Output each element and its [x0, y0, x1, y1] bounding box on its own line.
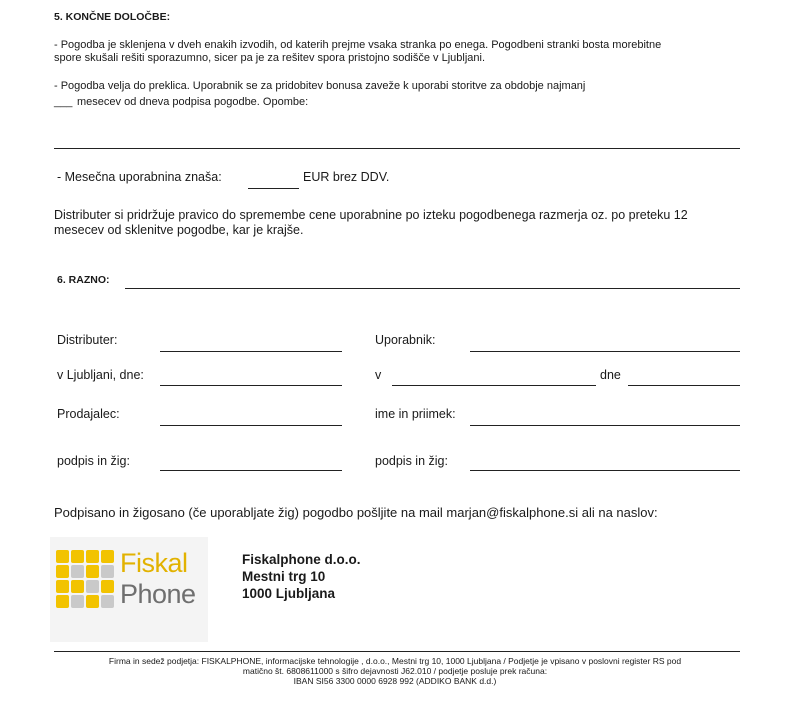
misc-line	[125, 288, 740, 289]
user-label: Uporabnik:	[375, 333, 436, 347]
footer-line-2: matično št. 6808611000 s šifro dejavnosti J62.010 / podjetje posluje prek računa:	[242, 666, 548, 676]
signature-right-label: podpis in žig:	[375, 454, 448, 468]
signature-left-line	[160, 470, 342, 471]
footer-divider	[54, 651, 740, 652]
distributor-clause-line-1: Distributer si pridržuje pravico do spremembe cene uporabnine po izteku pogodbenega razmerja oz. po preteku 12	[54, 208, 688, 222]
terms-paragraph-1-line-1: - Pogodba je sklenjena v dveh enakih izvodih, od katerih prejme vsaka stranka po enega. Pogodbeni stranki bosta morebitne	[54, 39, 662, 51]
seller-line	[160, 425, 342, 426]
monthly-fee-unit: EUR brez DDV.	[303, 170, 390, 184]
distributor-label: Distributer:	[57, 333, 118, 347]
name-line	[470, 425, 740, 426]
logo-word-fiskal: Fiskal	[120, 548, 188, 578]
notes-line	[54, 148, 740, 149]
terms-paragraph-2-line-2: mesecev od dneva podpisa pogodbe. Opombe:	[77, 96, 309, 108]
fiskalphone-logo	[50, 537, 208, 642]
footer-line-3: IBAN SI56 3300 0000 6928 992 (ADDIKO BANK d.d.)	[293, 676, 497, 686]
date-label: dne	[600, 368, 621, 382]
date-line	[628, 385, 740, 386]
terms-paragraph-1-line-2: spore skušali rešiti sporazumno, sicer pa je za rešitev spora pristojno sodišče v Ljubljani.	[54, 52, 486, 64]
distributor-clause-line-2: mesecev od sklenitve pogodbe, kar je krajše.	[54, 223, 304, 237]
logo-word-phone: Phone	[120, 579, 196, 609]
ljubljana-date-label: v Ljubljani, dne:	[57, 368, 144, 382]
name-label: ime in priimek:	[375, 407, 456, 421]
signature-left-label: podpis in žig:	[57, 454, 130, 468]
terms-paragraph-2-line-1: - Pogodba velja do preklica. Uporabnik se za pridobitev bonusa zaveže k uporabi storitve za obdobje najmanj	[54, 80, 586, 92]
months-blank: ___	[54, 96, 73, 108]
distributor-line	[160, 351, 342, 352]
seller-label: Prodajalec:	[57, 407, 120, 421]
monthly-fee-line	[248, 188, 299, 189]
place-line	[392, 385, 596, 386]
company-city: 1000 Ljubljana	[242, 586, 336, 601]
signature-right-line	[470, 470, 740, 471]
footer-line-1: Firma in sedež podjetja: FISKALPHONE, informacijske tehnologije , d.o.o., Mestni trg 10, 1000 Ljubljana / Podjetje je vpisano v poslovni register RS pod	[108, 656, 682, 666]
section-5-heading: 5. KONČNE DOLOČBE:	[54, 11, 171, 23]
monthly-fee-label: - Mesečna uporabnina znaša:	[57, 170, 222, 184]
user-line	[470, 351, 740, 352]
company-street: Mestni trg 10	[242, 569, 326, 584]
section-6-heading: 6. RAZNO:	[57, 274, 110, 286]
send-instructions: Podpisano in žigosano (če uporabljate žig) pogodbo pošljite na mail marjan@fiskalphone.si ali na naslov:	[54, 505, 658, 520]
place-label: v	[375, 368, 382, 382]
ljubljana-date-line	[160, 385, 342, 386]
company-name: Fiskalphone d.o.o.	[242, 552, 361, 567]
